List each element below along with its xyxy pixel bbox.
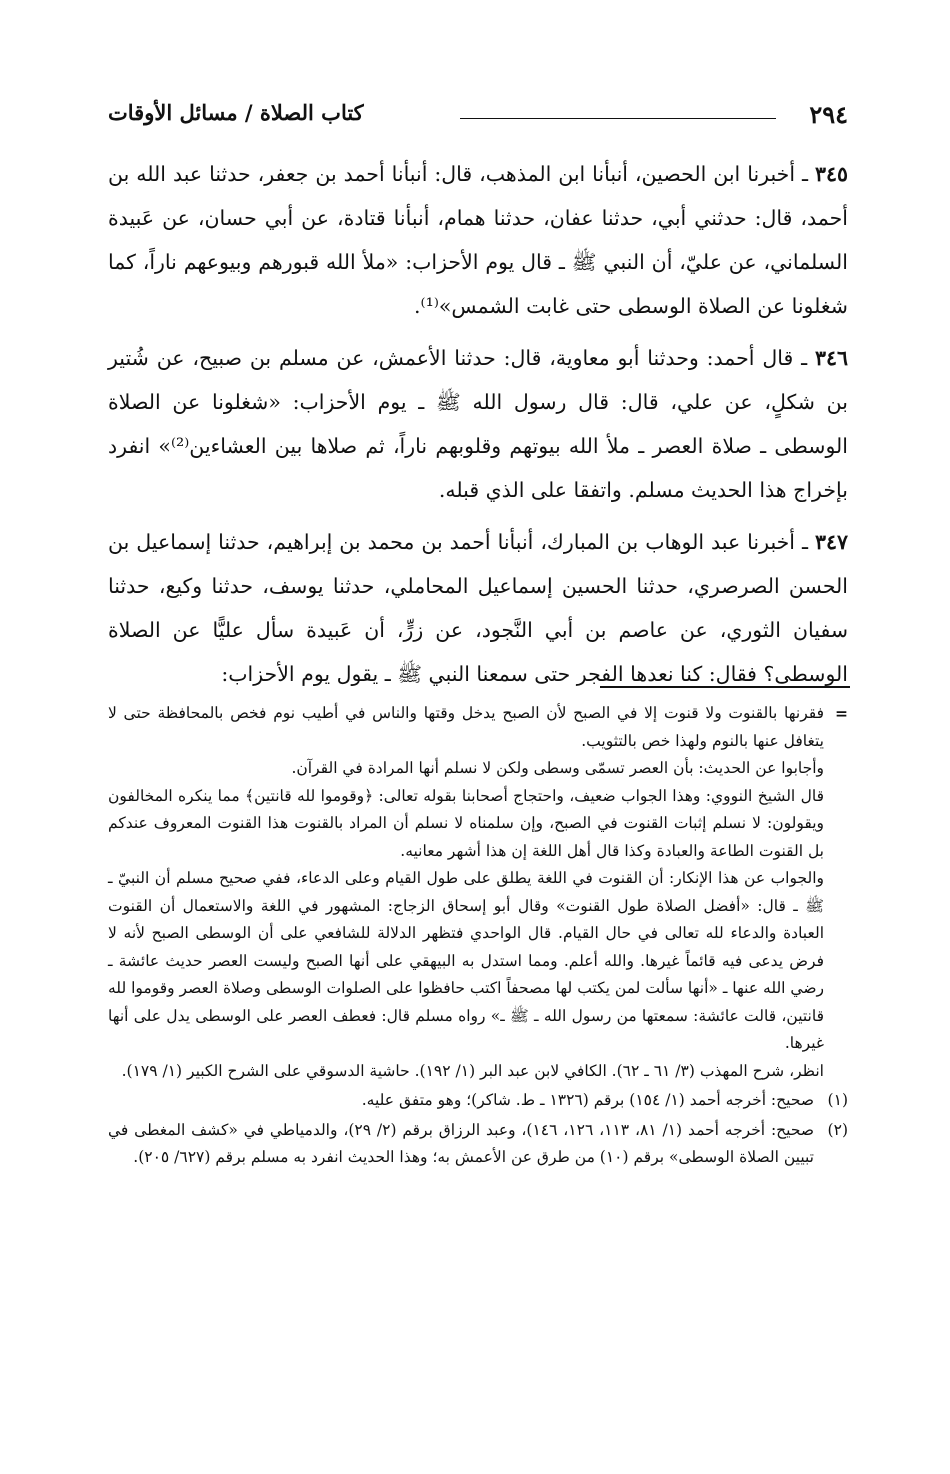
running-header [108,96,848,136]
hadith-paragraph [108,152,848,328]
hadith-text: ـ أخبرنا ابن الحصين، أنبأنا ابن المذهب، قال: أنبأنا أحمد بن جعفر، حدثنا عبد الله بن أحمد، قال: حدثني أبي، حدثنا عفان، حدثنا همام، أنبأنا قتادة، عن أبي حسان، عن عَبيدة السلماني، عن عليّ، أن النبي ﷺ ـ قال يوم الأحزاب: «ملأ الله قبورهم وبيوعهم ناراً، كما شغلونا عن الصلاة الوسطى حتى غابت الشمس»⁽¹⁾. [108,162,848,318]
hadith-text: ـ قال أحمد: وحدثنا أبو معاوية، قال: حدثنا الأعمش، عن مسلم بن صبيح، عن شُتير بن شكلٍ، عن علي، قال: قال رسول الله ﷺ ـ يوم الأحزاب: «شغلونا عن الصلاة الوسطى ـ صلاة العصر ـ ملأ الله بيوتهم وقلوبهم ناراً، ثم صلاها بين العشاءين⁽²⁾» انفرد بإخراج هذا الحديث مسلم. واتفقا على الذي قبله. [108,346,848,502]
footnote-text: صحيح: أخرجه أحمد (١/ ١٥٤) برقم (١٣٢٦ ـ ط. شاكر)؛ وهو متفق عليه. [361,1091,814,1109]
hadith-paragraph [108,520,848,696]
hadith-number: ٣٤٧ [814,530,848,554]
footnote-continuation [108,755,848,783]
footnote-continuation [108,865,848,1058]
footnote-2 [108,1117,848,1172]
hadith-paragraph [108,336,848,512]
footnote-continuation [108,783,848,866]
footnote-continuation [108,1058,848,1086]
main-text [108,152,848,704]
footnote-text: قال الشيخ النووي: وهذا الجواب ضعيف، واحتجاج أصحابنا بقوله تعالى: ﴿وقوموا لله قانتين﴾ مما ينكره المخالفون ويقولون: لا نسلم إثبات القنوت في الصبح، وإن سلمناه لا نسلم أن المراد بالقنوت هذا القنوت المعروف عندكم بل القنوت الطاعة والعبادة وكذا قال أهل اللغة إن هذا أشهر معانيه. [108,786,824,860]
footnote-text: صحيح: أخرجه أحمد (١/ ٨١، ١١٣، ١٢٦، ١٤٦)، وعبد الرزاق برقم (٢/ ٢٩)، والدمياطي في «كشف المغطى في تبيين الصلاة الوسطى» برقم (١٠) من طرق عن الأعمش به؛ وهذا الحديث انفرد به مسلم برقم (٦٢٧/ ٢٠٥). [108,1120,815,1166]
footnote-text: وأجابوا عن الحديث: بأن العصر تسمّى وسطى ولكن لا نسلم أنها المرادة في القرآن. [291,759,824,777]
footnote-number: (١) [827,1091,848,1109]
footnotes [108,700,848,1172]
footnote-1 [108,1087,848,1115]
hadith-number: ٣٤٦ [814,346,848,370]
hadith-text: ـ أخبرنا عبد الوهاب بن المبارك، أنبأنا أحمد بن محمد بن إبراهيم، حدثنا إسماعيل بن الحسن الصرصري، حدثنا الحسين إسماعيل المحاملي، حدثنا يوسف، حدثنا وكيع، حدثنا سفيان الثوري، عن عاصم بن أبي النَّجود، عن زرٍّ، أن عَبيدة سأل عليًّا عن الصلاة الوسطى؟ فقال: كنا نعدها الفجر حتى سمعنا النبي ﷺ ـ يقول يوم الأحزاب: [108,530,848,686]
page-number: ٢٩٤ [809,100,848,129]
footnote-text: انظر، شرح المهذب (٣/ ٦١ ـ ٦٢). الكافي لابن عبد البر (١/ ١٩٢). حاشية الدسوقي على الشرح الكبير (١/ ١٧٩). [121,1061,824,1080]
footnote-separator [600,686,850,688]
footnote-text: والجواب عن هذا الإنكار: أن القنوت في اللغة يطلق على طول القيام وعلى الدعاء، ففي صحيح مسلم أن النبيّ ـ ﷺ ـ قال: «أفضل الصلاة طول القنوت» وقال أبو إسحاق الزجاج: المشهور في اللغة والاستعمال أن القنوت العبادة والدعاء لله تعالى في حال القيام. قال الواحدي فتظهر الدلالة للشافعي على أن الوسطى الصبح لأنه لا فرض يدعى فيه قائماً غيرها. والله أعلم. ومما استدل به البيهقي على أنها الصبح وليست العصر حديث عائشة ـ رضي الله عنها ـ «أنها سألت لمن يكتب لها مصحفاً اكتب حافظوا على الصلوات الوسطى وصلاة العصر وقوموا لله قانتين، قالت عائشة: سمعتها من رسول الله ـ ﷺ ـ» رواه مسلم قال: فعطف العصر على الوسطى يدل على أنها غيرها. [108,869,824,1052]
chapter-title: كتاب الصلاة / مسائل الأوقات [108,100,364,125]
hadith-number: ٣٤٥ [814,162,848,186]
footnote-text: فقرنها بالقنوت ولا قنوت إلا في الصبح لأن الصبح يدخل وقتها والناس في أطيب نوم فخص بالمحافظة حتى لا يتغافل عنها بالنوم ولهذا خص بالتثويب. [108,704,824,750]
footnote-continuation [108,700,848,755]
footnote-number: (٢) [827,1120,848,1139]
continuation-marker: = [835,704,848,723]
header-rule [460,118,776,119]
